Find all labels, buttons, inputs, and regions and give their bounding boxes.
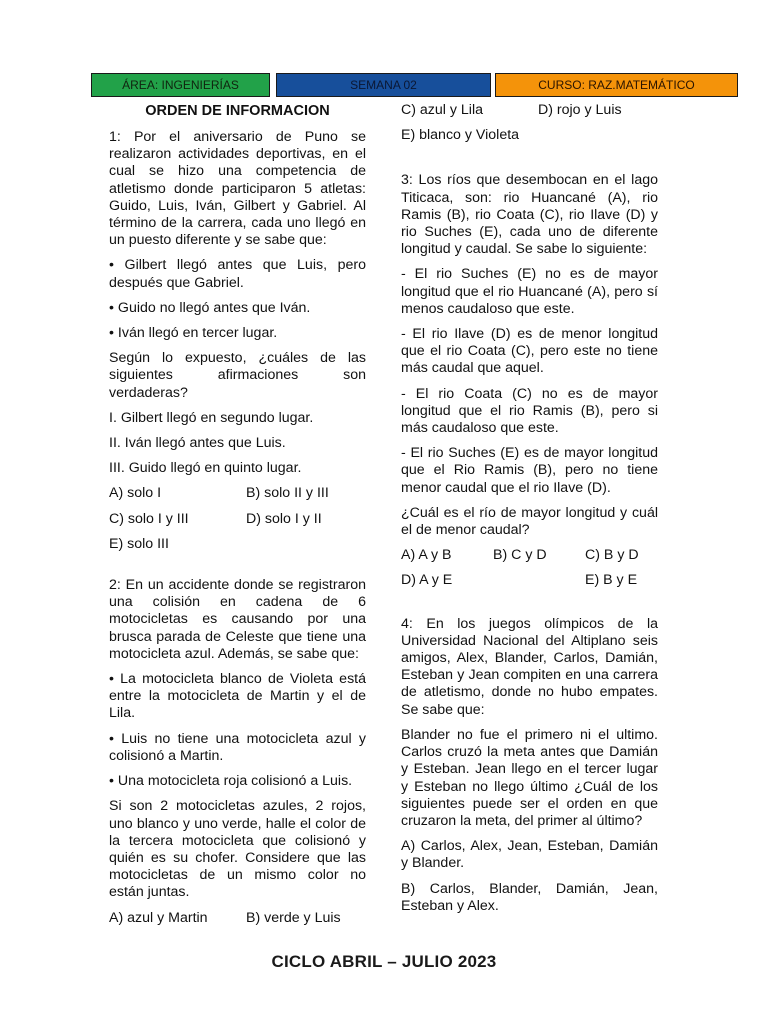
- q1-options-row: [109, 485, 366, 502]
- header-curso-cell: CURSO: RAZ.MATEMÁTICO: [495, 73, 738, 97]
- q3-question: ¿Cuál es el río de mayor longitud y cuál el de menor caudal?: [401, 504, 658, 539]
- header-area-cell: ÁREA: INGENIERÍAS: [91, 73, 270, 97]
- q2-fact: • Una motocicleta roja colisionó a Luis.: [109, 773, 353, 790]
- q2-options-row: [109, 910, 366, 927]
- q3-option-c: C) B y D: [585, 547, 639, 564]
- q2-options-row: [401, 127, 658, 144]
- q3-fact: - El rio Suches (E) es de mayor longitud que el Rio Ramis (B), pero no tiene menor caudal que el rio Ilave (D).: [401, 445, 658, 496]
- q2-option-a: A) azul y Martin: [109, 909, 208, 926]
- q1-fact: • Gilbert llegó antes que Luis, pero después que Gabriel.: [109, 257, 366, 291]
- q2-option-e: E) blanco y Violeta: [401, 127, 520, 144]
- q2-fact: • Luis no tiene una motocicleta azul y colisionó a Martin.: [109, 730, 366, 764]
- q2-option-d: D) rojo y Luis: [538, 102, 622, 118]
- q1-statement: II. Iván llegó antes que Luis.: [109, 435, 286, 452]
- q1-intro: 1: Por el aniversario de Puno se realizaron actividades deportivas, en el cual se hizo una competencia de atletismo donde participaron 5 atletas: Guido, Luis, Iván, Gilbert y Gabriel. Al término de la carrera, cada uno llegó en un puesto diferente y se sabe que:: [109, 129, 366, 249]
- header-semana-cell: SEMANA 02: [276, 73, 491, 97]
- page-title: ORDEN DE INFORMACION: [145, 103, 330, 119]
- q1-statement: I. Gilbert llegó en segundo lugar.: [109, 409, 314, 426]
- q3-option-b: B) C y D: [493, 547, 547, 564]
- q4-option-b: B) Carlos, Blander, Damián, Jean, Esteban y Alex.: [401, 880, 658, 914]
- q3-option-d: D) A y E: [401, 572, 453, 589]
- q1-question: Según lo expuesto, ¿cuáles de las siguientes afirmaciones son verdaderas?: [109, 350, 366, 401]
- q3-option-a: A) A y B: [401, 547, 452, 564]
- q1-option-b: B) solo II y III: [246, 485, 329, 502]
- right-column: [401, 102, 658, 923]
- q1-option-c: C) solo I y III: [109, 510, 189, 527]
- q2-option-b: B) verde y Luis: [246, 909, 341, 926]
- left-column: [109, 102, 366, 935]
- q4-intro: 4: En los juegos olímpicos de la Universidad Nacional del Altiplano seis amigos, Alex, Blander, Carlos, Damián, Esteban y Jean compiten en una carrera de atletismo, donde no hubo empates. Se sabe que:: [401, 615, 658, 718]
- q1-options-row: [109, 511, 366, 528]
- q3-intro: 3: Los ríos que desembocan en el lago Titicaca, son: rio Huancané (A), rio Ramis (B), rio Coata (C), rio Ilave (D) y rio Suches (E), cada uno de diferente longitud y caudal. Se sabe lo siguiente:: [401, 172, 658, 258]
- q3-options-row: [401, 572, 658, 589]
- q1-statement: III. Guido llegó en quinto lugar.: [109, 460, 302, 477]
- q3-fact: - El rio Suches (E) no es de mayor longitud que el rio Huancané (A), pero sí menos caudaloso que este.: [401, 266, 658, 317]
- q3-options-row: [401, 547, 658, 564]
- q2-fact: • La motocicleta blanco de Violeta está entre la motocicleta de Martin y el de Lila.: [109, 671, 366, 722]
- q4-body: Blander no fue el primero ni el ultimo. Carlos cruzó la meta antes que Damián y Esteban. Jean llego en el tercer lugar y Esteban no llego último ¿Cuál de los siguientes puede ser el orden en que cruzaron la meta, del primer al último?: [401, 726, 658, 829]
- footer-cycle: CICLO ABRIL – JULIO 2023: [271, 952, 497, 971]
- q4-option-a: A) Carlos, Alex, Jean, Esteban, Damián y Blander.: [401, 838, 658, 872]
- q2-question: Si son 2 motocicletas azules, 2 rojos, uno blanco y uno verde, halle el color de la tercera motocicleta que colisionó y quién es su chofer. Considere que las motocicletas de un mismo color no están juntas.: [109, 798, 366, 901]
- q3-fact: - El rio Coata (C) no es de mayor longitud que el rio Ramis (B), pero si más caudaloso que este.: [401, 385, 658, 437]
- q3-fact: - El rio Ilave (D) es de menor longitud que el rio Coata (C), pero este no tiene más caudal que aquel.: [401, 326, 658, 377]
- q1-option-e: E) solo III: [109, 535, 169, 552]
- q3-option-e: E) B y E: [585, 572, 638, 589]
- q1-fact: • Guido no llegó antes que Iván.: [109, 299, 311, 316]
- q2-intro: 2: En un accidente donde se registraron una colisión en cadena de 6 motocicletas es causando por una brusca parada de Celeste que tiene una motocicleta azul. Además, se sabe que:: [109, 577, 366, 662]
- q1-option-d: D) solo I y II: [246, 510, 322, 527]
- q2-option-c: C) azul y Lila: [401, 102, 484, 118]
- q1-options-row: [109, 536, 366, 553]
- q1-fact: • Iván llegó en tercer lugar.: [109, 325, 278, 342]
- q2-options-row: [401, 102, 658, 119]
- q1-option-a: A) solo I: [109, 485, 162, 502]
